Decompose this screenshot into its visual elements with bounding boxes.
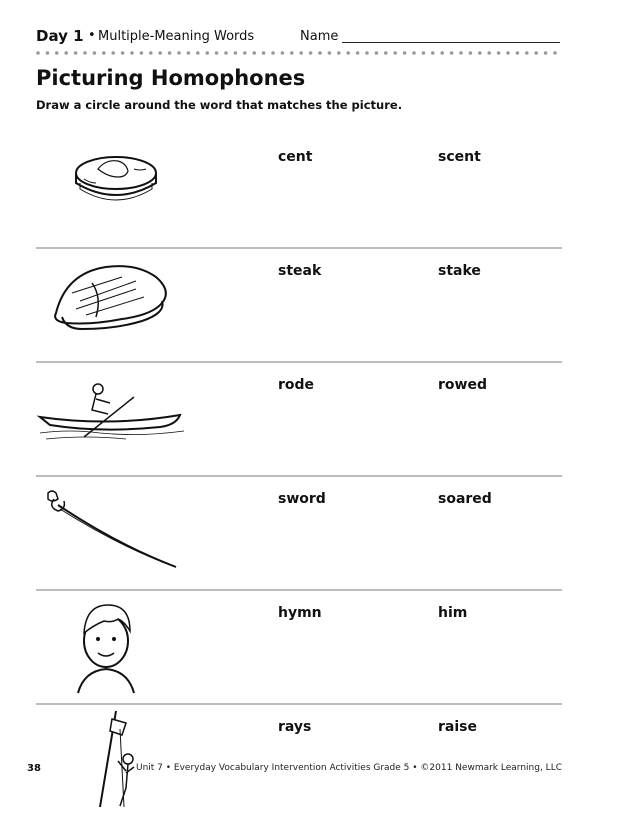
divider-dot <box>506 51 510 55</box>
word-choice-1[interactable]: hymn <box>278 605 322 621</box>
divider-dot <box>328 51 332 55</box>
word-choice-1[interactable]: rode <box>278 377 315 393</box>
word-choice-1[interactable]: rays <box>278 719 312 735</box>
divider-dot <box>177 51 181 55</box>
divider-dot <box>356 51 360 55</box>
header-separator: • <box>88 28 96 43</box>
divider-dot <box>140 51 144 55</box>
divider-dot <box>450 51 454 55</box>
divider-dot <box>111 51 115 55</box>
steak-icon <box>36 253 186 353</box>
divider-dot <box>459 51 463 55</box>
divider-dot <box>224 51 228 55</box>
divider-dot <box>252 51 256 55</box>
boy-face-icon <box>36 595 186 695</box>
word-choice-2[interactable]: stake <box>438 263 481 279</box>
flag-raising-icon <box>36 709 186 809</box>
word-choice-1[interactable]: cent <box>278 149 313 165</box>
divider-dot <box>187 51 191 55</box>
divider-dot <box>55 51 59 55</box>
word-choice-1[interactable]: steak <box>278 263 322 279</box>
divider-dot <box>93 51 97 55</box>
divider-dot <box>318 51 322 55</box>
exercise-row <box>36 249 562 363</box>
divider-dot <box>497 51 501 55</box>
word-choice-2[interactable]: scent <box>438 149 481 165</box>
divider-dot <box>262 51 266 55</box>
exercise-rows <box>36 135 562 817</box>
word-choice-2[interactable]: rowed <box>438 377 487 393</box>
divider-dot <box>196 51 200 55</box>
divider-dot <box>440 51 444 55</box>
footer-credit: Unit 7 • Everyday Vocabulary Intervention Activities Grade 5 • ©2011 Newmark Learning, LLC <box>135 763 562 773</box>
divider-dot <box>215 51 219 55</box>
divider-dot <box>158 51 162 55</box>
divider-dot <box>478 51 482 55</box>
dotted-divider <box>36 50 562 56</box>
divider-dot <box>469 51 473 55</box>
divider-dot <box>64 51 68 55</box>
name-label: Name <box>300 29 339 44</box>
divider-dot <box>375 51 379 55</box>
divider-dot <box>243 51 247 55</box>
divider-dot <box>553 51 557 55</box>
divider-dot <box>121 51 125 55</box>
page-header <box>36 27 562 47</box>
word-choice-2[interactable]: him <box>438 605 468 621</box>
exercise-row <box>36 591 562 705</box>
divider-dot <box>46 51 50 55</box>
divider-dot <box>403 51 407 55</box>
header-subtitle: Multiple-Meaning Words <box>98 29 255 44</box>
divider-dot <box>309 51 313 55</box>
divider-dot <box>487 51 491 55</box>
divider-dot <box>271 51 275 55</box>
divider-dot <box>534 51 538 55</box>
divider-dot <box>205 51 209 55</box>
divider-dot <box>516 51 520 55</box>
divider-dot <box>130 51 134 55</box>
exercise-row <box>36 363 562 477</box>
divider-dot <box>337 51 341 55</box>
exercise-row <box>36 477 562 591</box>
name-write-line[interactable] <box>342 42 560 43</box>
word-choice-2[interactable]: soared <box>438 491 492 507</box>
divider-dot <box>168 51 172 55</box>
divider-dot <box>525 51 529 55</box>
exercise-row <box>36 705 562 817</box>
divider-dot <box>384 51 388 55</box>
exercise-row <box>36 135 562 249</box>
divider-dot <box>544 51 548 55</box>
divider-dot <box>431 51 435 55</box>
divider-dot <box>393 51 397 55</box>
page-number: 38 <box>27 763 41 774</box>
divider-dot <box>36 51 40 55</box>
divider-dot <box>365 51 369 55</box>
instructions: Draw a circle around the word that matches the picture. <box>36 98 403 112</box>
divider-dot <box>346 51 350 55</box>
divider-dot <box>422 51 426 55</box>
divider-dot <box>74 51 78 55</box>
divider-dot <box>281 51 285 55</box>
coin-icon <box>36 139 186 239</box>
sword-icon <box>36 481 186 581</box>
divider-dot <box>290 51 294 55</box>
divider-dot <box>149 51 153 55</box>
divider-dot <box>102 51 106 55</box>
word-choice-1[interactable]: sword <box>278 491 326 507</box>
day-label: Day 1 <box>36 27 84 45</box>
word-choice-2[interactable]: raise <box>438 719 477 735</box>
divider-dot <box>83 51 87 55</box>
divider-dot <box>234 51 238 55</box>
divider-dot <box>412 51 416 55</box>
divider-dot <box>299 51 303 55</box>
page-title: Picturing Homophones <box>36 66 306 90</box>
rowing-boat-icon <box>36 367 186 467</box>
